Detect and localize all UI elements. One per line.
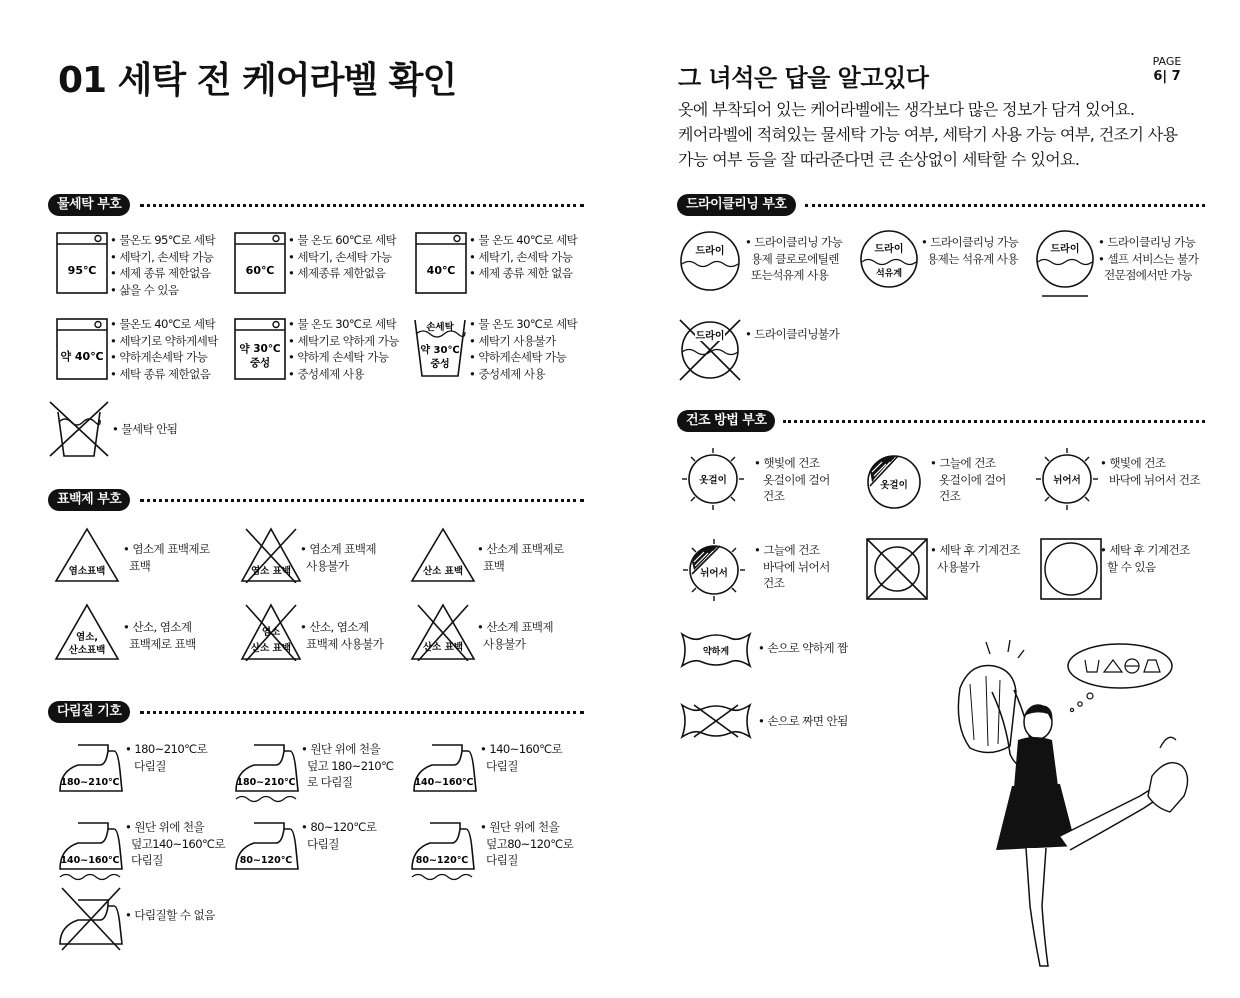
iron-desc: • 원단 위에 천을 덮고80~120℃로 다림질 <box>480 820 574 867</box>
iron-desc: • 원단 위에 천을 덮고140~160℃로 다림질 <box>125 820 225 867</box>
svg-text:뉘어서: 뉘어서 <box>1053 475 1081 486</box>
drying-desc: • 세탁 후 기계건조 할 수 있음 <box>1100 543 1190 574</box>
dryclean-professional-icon <box>1034 228 1096 300</box>
iron-desc: • 원단 위에 천을 덮고 180~210℃ 로 다림질 <box>301 742 394 789</box>
svg-text:옷걸이: 옷걸이 <box>699 475 727 486</box>
wash-gentle-40-icon <box>56 318 108 380</box>
section-iron-heading: 다림질 기호 <box>48 701 130 723</box>
iron-low-icon <box>232 819 300 873</box>
section-bleach <box>48 489 584 511</box>
wash-desc: • 물온도 95℃로 세탁 • 세탁기, 손세탁 가능 • 세제 종류 제한없음 • 삶을 수 있음 <box>110 233 216 297</box>
woman-illustration <box>930 636 1200 976</box>
no-iron-icon <box>56 886 124 952</box>
svg-text:180~210℃: 180~210℃ <box>236 777 296 788</box>
section-divider <box>805 204 1205 208</box>
dryclean-desc: • 드라이클리닝 가능 용제 클로로에틸렌 또는석유계 사용 <box>745 235 843 282</box>
svg-text:산소표백: 산소표백 <box>68 645 106 656</box>
svg-text:80~120℃: 80~120℃ <box>415 855 469 866</box>
svg-text:140~160℃: 140~160℃ <box>60 855 120 866</box>
chlorine-oxygen-bleach-icon <box>54 603 120 661</box>
svg-text:80~120℃: 80~120℃ <box>239 855 293 866</box>
bleach-desc: • 산소, 염소계 표백제 사용불가 <box>300 620 384 651</box>
svg-text:40℃: 40℃ <box>426 264 456 277</box>
svg-text:드라이: 드라이 <box>695 246 725 257</box>
drying-desc: • 햇빛에 건조 옷걸이에 걸어 건조 <box>754 456 830 503</box>
dryclean-desc: • 드라이클리닝불가 <box>745 327 840 341</box>
dryclean-desc: • 드라이클리닝 가능 용제는 석유계 사용 <box>921 235 1019 266</box>
iron-desc: • 80~120℃로 다림질 <box>301 820 377 851</box>
drying-desc: • 세탁 후 기계건조 사용불가 <box>930 543 1020 574</box>
iron-high-cloth-icon <box>232 741 300 805</box>
section-wash-heading: 물세탁 부호 <box>48 194 130 216</box>
intro-text: 옷에 부착되어 있는 케어라벨에는 생각보다 많은 정보가 담겨 있어요. 케어라벨에 적혀있는 물세탁 가능 여부, 세탁기 사용 가능 여부, 건조기 사용 가능 여부 등을 잘 따라준다면 큰 손상없이 세탁할 수 있어요. <box>678 100 1178 169</box>
section-iron <box>48 701 584 723</box>
drying-desc: • 손으로 약하게 짬 <box>758 641 848 655</box>
drying-desc: • 손으로 짜면 안됨 <box>758 714 848 728</box>
section-divider <box>783 420 1205 424</box>
svg-text:석유계: 석유계 <box>875 269 903 279</box>
svg-text:옷걸이: 옷걸이 <box>880 480 908 491</box>
svg-text:약하게: 약하게 <box>702 647 730 657</box>
svg-text:뉘어서: 뉘어서 <box>700 568 728 579</box>
sun-dry-hang-icon <box>680 446 746 512</box>
section-divider <box>140 499 584 503</box>
no-tumble-dry-icon <box>866 538 928 600</box>
bleach-desc: • 산소계 표백제로 표백 <box>477 542 564 573</box>
svg-text:산소 표백: 산소 표백 <box>250 643 292 654</box>
no-oxygen-bleach-icon <box>410 603 476 661</box>
svg-text:60℃: 60℃ <box>245 264 275 277</box>
iron-low-cloth-icon <box>408 819 476 883</box>
shade-dry-hang-icon <box>860 448 928 514</box>
wash-desc: • 물 온도 30℃로 세탁 • 세탁기로 약하게 가능 • 약하게 손세탁 가능 • 중성세제 사용 <box>288 317 399 381</box>
wash-60-icon <box>234 232 286 294</box>
svg-text:염소,: 염소, <box>76 632 98 643</box>
oxygen-bleach-icon <box>410 527 476 583</box>
wash-gentle-30-neutral-icon <box>234 318 286 380</box>
iron-desc: • 140~160℃로 다림질 <box>480 742 563 773</box>
iron-desc: • 다림질할 수 없음 <box>125 908 215 922</box>
tumble-dry-icon <box>1040 538 1102 600</box>
section-divider <box>140 204 584 208</box>
hand-wash-icon <box>412 316 468 380</box>
drying-desc: • 햇빛에 건조 바닥에 뉘어서 건조 <box>1100 456 1200 487</box>
svg-text:약 40℃: 약 40℃ <box>60 350 104 363</box>
section-wash <box>48 194 584 216</box>
svg-text:염소표백: 염소표백 <box>68 566 106 577</box>
shade-dry-flat-icon <box>680 536 748 604</box>
drying-desc: • 그늘에 건조 옷걸이에 걸어 건조 <box>930 456 1006 503</box>
svg-text:드라이: 드라이 <box>1050 244 1080 255</box>
wash-desc: • 물 온도 30℃로 세탁 • 세탁기 사용불가 • 약하게손세탁 가능 • 중성세제 사용 <box>469 317 578 381</box>
svg-text:140~160℃: 140~160℃ <box>414 777 474 788</box>
right-page-title: 그 녀석은 답을 알고있다 <box>678 64 929 92</box>
no-bleach-icon <box>240 603 302 661</box>
gentle-wring-icon <box>680 630 752 670</box>
drying-desc: • 그늘에 건조 바닥에 뉘어서 건조 <box>754 543 830 590</box>
dryclean-desc: • 드라이클리닝 가능 • 셀프 서비스는 불가 전문점에서만 가능 <box>1098 235 1199 282</box>
svg-text:산소 표백: 산소 표백 <box>422 566 464 577</box>
wash-label: 95℃ <box>67 264 97 277</box>
svg-text:염소: 염소 <box>261 627 281 638</box>
no-chlorine-bleach-icon <box>240 527 302 583</box>
section-bleach-heading: 표백제 부호 <box>48 489 130 511</box>
iron-desc: • 180~210℃로 다림질 <box>125 742 208 773</box>
bleach-desc: • 산소계 표백제 사용불가 <box>477 620 554 651</box>
svg-text:약 30℃: 약 30℃ <box>239 343 281 355</box>
section-divider <box>140 711 584 715</box>
chlorine-bleach-icon <box>54 527 120 583</box>
bleach-desc: • 염소계 표백제로 표백 <box>123 542 210 573</box>
svg-text:드라이: 드라이 <box>695 331 725 342</box>
page-title: 01 세탁 전 케어라벨 확인 <box>58 60 457 101</box>
section-drying <box>677 410 1205 432</box>
section-dryclean-heading: 드라이클리닝 부호 <box>677 194 796 216</box>
no-dryclean-icon <box>676 316 744 384</box>
sun-dry-flat-icon <box>1034 446 1100 512</box>
wash-desc: • 물온도 40℃로 세탁 • 세탁기로 약하게세탁 • 약하게손세탁 가능 • 세탁 종류 제한없음 <box>110 317 218 381</box>
svg-text:손세탁: 손세탁 <box>426 322 454 333</box>
wash-desc: • 물 온도 40℃로 세탁 • 세탁기, 손세탁 가능 • 세제 종류 제한 없음 <box>469 233 578 280</box>
svg-text:드라이: 드라이 <box>874 244 904 255</box>
iron-medium-icon <box>410 741 478 795</box>
svg-text:산소 표백: 산소 표백 <box>422 642 464 653</box>
wash-95-icon <box>56 232 108 294</box>
section-drying-heading: 건조 방법 부호 <box>677 410 775 432</box>
svg-text:중성: 중성 <box>430 359 450 370</box>
section-dryclean <box>677 194 1205 216</box>
bleach-desc: • 산소, 염소계 표백제로 표백 <box>123 620 196 651</box>
svg-text:염소 표백: 염소 표백 <box>250 566 292 577</box>
wash-40-icon <box>415 232 467 294</box>
page-number: 6| 7 <box>1153 69 1181 84</box>
dryclean-icon <box>678 230 742 292</box>
no-wash-icon <box>48 398 110 460</box>
wash-desc: • 물세탁 안됨 <box>112 422 178 436</box>
bleach-desc: • 염소계 표백제 사용불가 <box>300 542 377 573</box>
svg-text:약 30℃: 약 30℃ <box>420 345 460 356</box>
no-wring-icon <box>680 701 752 741</box>
wash-desc: • 물 온도 60℃로 세탁 • 세탁기, 손세탁 가능 • 세제종류 제한없음 <box>288 233 397 280</box>
iron-high-icon <box>56 741 124 795</box>
page-label: PAGE <box>1152 55 1182 68</box>
svg-text:중성: 중성 <box>249 357 271 369</box>
dryclean-petroleum-icon <box>858 228 920 290</box>
iron-medium-cloth-icon <box>56 819 124 883</box>
svg-text:180~210℃: 180~210℃ <box>60 777 120 788</box>
